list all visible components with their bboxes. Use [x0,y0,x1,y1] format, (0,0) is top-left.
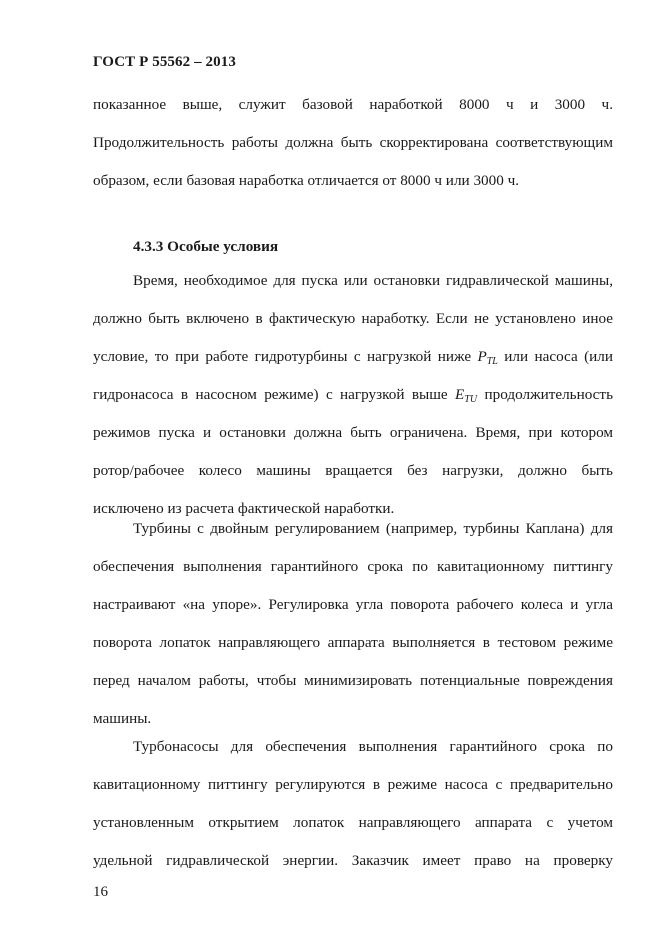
text-line-etu [93,376,613,414]
text-fragment: или насоса (или [497,348,613,365]
text-line: исключено из расчета фактической наработки. [93,500,395,517]
text-line: ротор/рабочее колесо машины вращается без нагрузки, должно быть [93,462,613,479]
text-line: установленным открытием лопаток направляющего аппарата с учетом [93,814,613,831]
text-line: поворота лопаток направляющего аппарата выполняется в тестовом режиме [93,634,613,651]
section-heading-block [93,228,613,266]
text-line: режимов пуска и остановки должна быть ограничена. Время, при котором [93,424,613,441]
symbol-e: E [455,386,465,403]
page-number: 16 [93,884,108,900]
text-fragment: условие, то при работе гидротурбины с нагрузкой ниже [93,348,478,365]
text-line: показанное выше, служит базовой наработкой 8000 ч и 3000 ч. [93,96,613,113]
subscript-tl: TL [486,356,498,367]
text-line-ptl [93,338,613,376]
text-line: кавитационному питтингу регулируются в режиме насоса с предварительно [93,776,613,793]
text-line: Время, необходимое для пуска или остановки гидравлической машины, [133,272,613,289]
text-line: перед началом работы, чтобы минимизировать потенциальные повреждения [93,672,613,689]
continuation-paragraph [93,86,613,200]
paragraph-start-stop [93,262,613,528]
section-heading: 4.3.3 Особые условия [133,238,279,255]
paragraph-kaplan [93,510,613,738]
text-line: обеспечения выполнения гарантийного срока по кавитационному питтингу [93,558,613,575]
text-line: Турбонасосы для обеспечения выполнения гарантийного срока по [133,738,613,755]
text-fragment: продолжительность [477,386,613,403]
document-header: ГОСТ Р 55562 – 2013 [93,54,236,70]
text-line: удельной гидравлической энергии. Заказчик имеет право на проверку [93,852,613,869]
text-line: образом, если базовая наработка отличается от 8000 ч или 3000 ч. [93,172,520,189]
text-line: настраивают «на упоре». Регулировка угла поворота рабочего колеса и угла [93,596,613,613]
paragraph-turbopumps [93,728,613,880]
text-line: должно быть включено в фактическую наработку. Если не установлено иное [93,310,613,327]
subscript-tu: TU [464,394,478,405]
text-fragment: гидронасоса в насосном режиме) с нагрузкой выше [93,386,456,403]
text-line: Продолжительность работы должна быть скорректирована соответствующим [93,134,613,151]
symbol-p: P [477,348,487,365]
text-line: Турбины с двойным регулированием (например, турбины Каплана) для [133,520,613,537]
text-line: машины. [93,710,152,727]
